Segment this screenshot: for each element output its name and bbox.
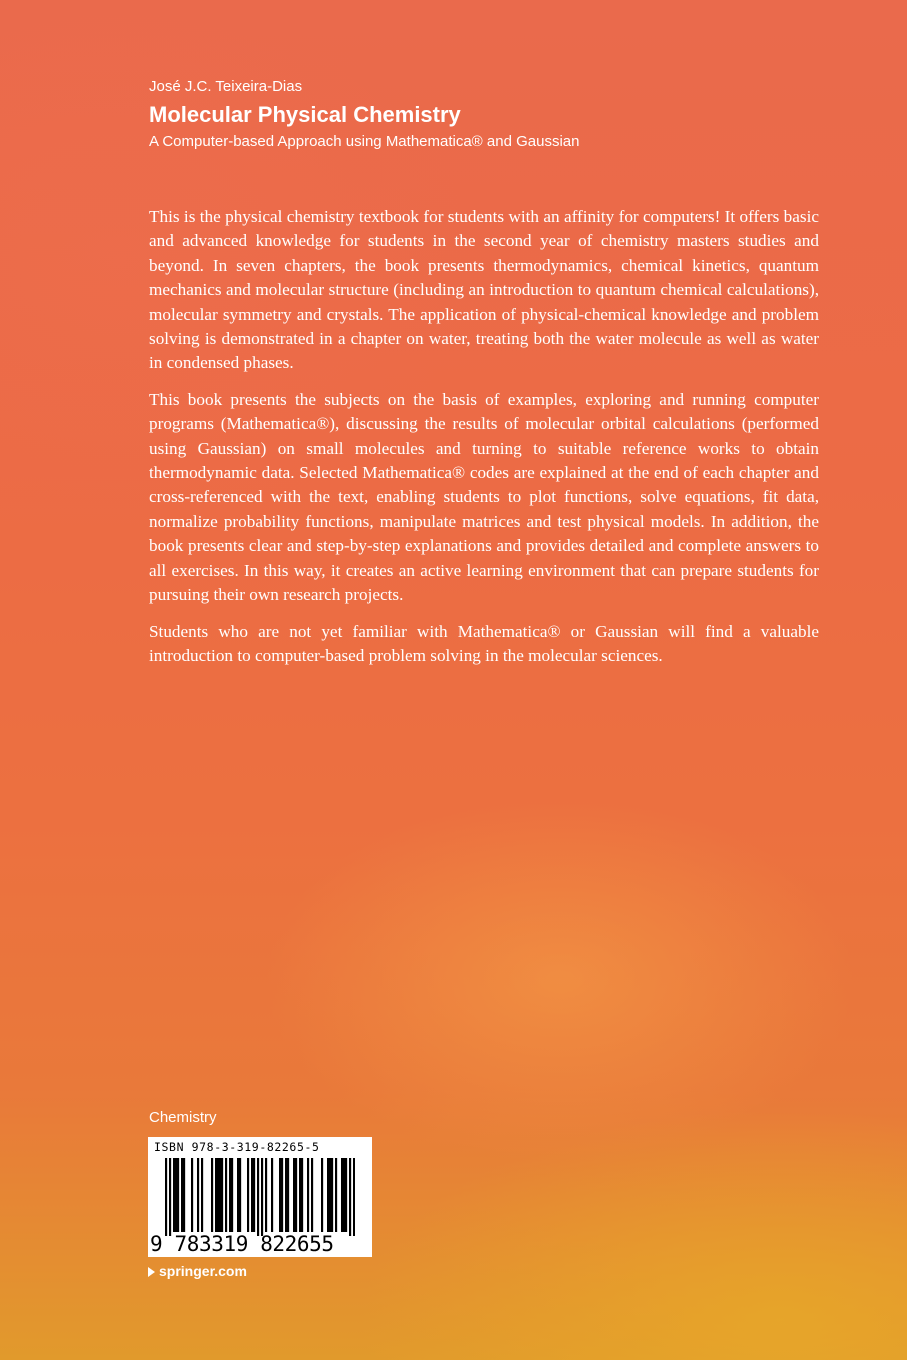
barcode-bar <box>217 1158 219 1232</box>
barcode-bar <box>265 1158 267 1232</box>
website-link[interactable] <box>148 1263 247 1279</box>
blurb-paragraph-3: Students who are not yet familiar with Mathematica® or Gaussian will find a valuable introduction to computer-based problem solving in the molecular sciences. <box>149 621 819 665</box>
barcode-bar <box>165 1158 167 1236</box>
barcode-bar <box>257 1158 259 1236</box>
barcode-bar <box>311 1158 313 1232</box>
book-header <box>149 76 849 153</box>
barcode-bar <box>327 1158 329 1232</box>
barcode-bar <box>293 1158 295 1232</box>
barcode-bar <box>229 1158 231 1232</box>
barcode-bar <box>183 1158 185 1232</box>
barcode-bar <box>335 1158 337 1232</box>
barcode-bar <box>169 1158 171 1236</box>
barcode-bar <box>261 1158 263 1236</box>
barcode-bar <box>237 1158 239 1232</box>
barcode-bar <box>201 1158 203 1232</box>
blurb <box>149 205 819 680</box>
barcode-bar <box>211 1158 213 1232</box>
barcode-bar <box>225 1158 227 1232</box>
blurb-paragraph-2: This book presents the subjects on the basis of examples, exploring and running computer programs (Mathematica®), discussing the results of molecular orbital calculations (performed using Gaussian) on small molecules and turning to suitable reference works to obtain thermodynamic data. Selected Mathematica® codes are explained at the end of each chapter and cross-referenced with the text, enabling students to plot functions, solve equations, fit data, normalize probability functions, manipulate matrices and test physical models. In addition, the book presents clear and step-by-step explanations and provides detailed and complete answers to all exercises. In this way, it creates an active learning environment that can prepare students for pursuing their own research projects. <box>149 389 819 605</box>
barcode-bar <box>331 1158 333 1232</box>
barcode-bars <box>165 1158 355 1236</box>
arrow-right-icon <box>148 1267 155 1277</box>
barcode-bar <box>281 1158 283 1232</box>
isbn-label: ISBN 978-3-319-82265-5 <box>154 1140 320 1154</box>
barcode-bar <box>219 1158 221 1232</box>
barcode-bar <box>301 1158 303 1232</box>
barcode-bar <box>215 1158 217 1232</box>
blurb-paragraph-1: This is the physical chemistry textbook for students with an affinity for computers! It offers basic and advanced knowledge for students in the second year of chemistry masters studies and beyond. In seven chapters, the book presents thermodynamics, chemical kinetics, quantum mechanics and molecular structure (including an introduction to quantum chemical calculations), molecular symmetry and crystals. The application of physical-chemical knowledge and problem solving is demonstrated in a chapter on water, treating both the water molecule as well as water in condensed phases. <box>149 207 819 373</box>
barcode-bar <box>247 1158 249 1232</box>
barcode-bar <box>353 1158 355 1236</box>
barcode-bar <box>295 1158 297 1232</box>
barcode-bar <box>239 1158 241 1232</box>
barcode-bar <box>173 1158 175 1232</box>
barcode-bar <box>287 1158 289 1232</box>
barcode-bar <box>299 1158 301 1232</box>
category-label: Chemistry <box>149 1109 217 1126</box>
barcode-bar <box>279 1158 281 1232</box>
barcode-bar <box>177 1158 179 1232</box>
book-subtitle: A Computer-based Approach using Mathematica® and Gaussian <box>149 133 580 150</box>
barcode-bar <box>253 1158 255 1232</box>
barcode-bar <box>271 1158 273 1232</box>
barcode-bar <box>349 1158 351 1236</box>
barcode-bar <box>341 1158 343 1232</box>
barcode-bar <box>285 1158 287 1232</box>
author-name: José J.C. Teixeira-Dias <box>149 78 303 95</box>
barcode-bar <box>221 1158 223 1232</box>
ean-digits: 9 783319 822655 <box>150 1232 334 1256</box>
barcode-bar <box>307 1158 309 1232</box>
isbn-barcode <box>148 1137 372 1257</box>
barcode-bar <box>197 1158 199 1232</box>
barcode-bar <box>321 1158 323 1232</box>
barcode-bar <box>181 1158 183 1232</box>
barcode-bar <box>175 1158 177 1232</box>
barcode-bar <box>231 1158 233 1232</box>
barcode-bar <box>329 1158 331 1232</box>
barcode-bar <box>191 1158 193 1232</box>
barcode-bar <box>345 1158 347 1232</box>
barcode-bar <box>343 1158 345 1232</box>
website-text: springer.com <box>159 1263 247 1279</box>
barcode-bar <box>251 1158 253 1232</box>
book-title: Molecular Physical Chemistry <box>149 102 461 127</box>
